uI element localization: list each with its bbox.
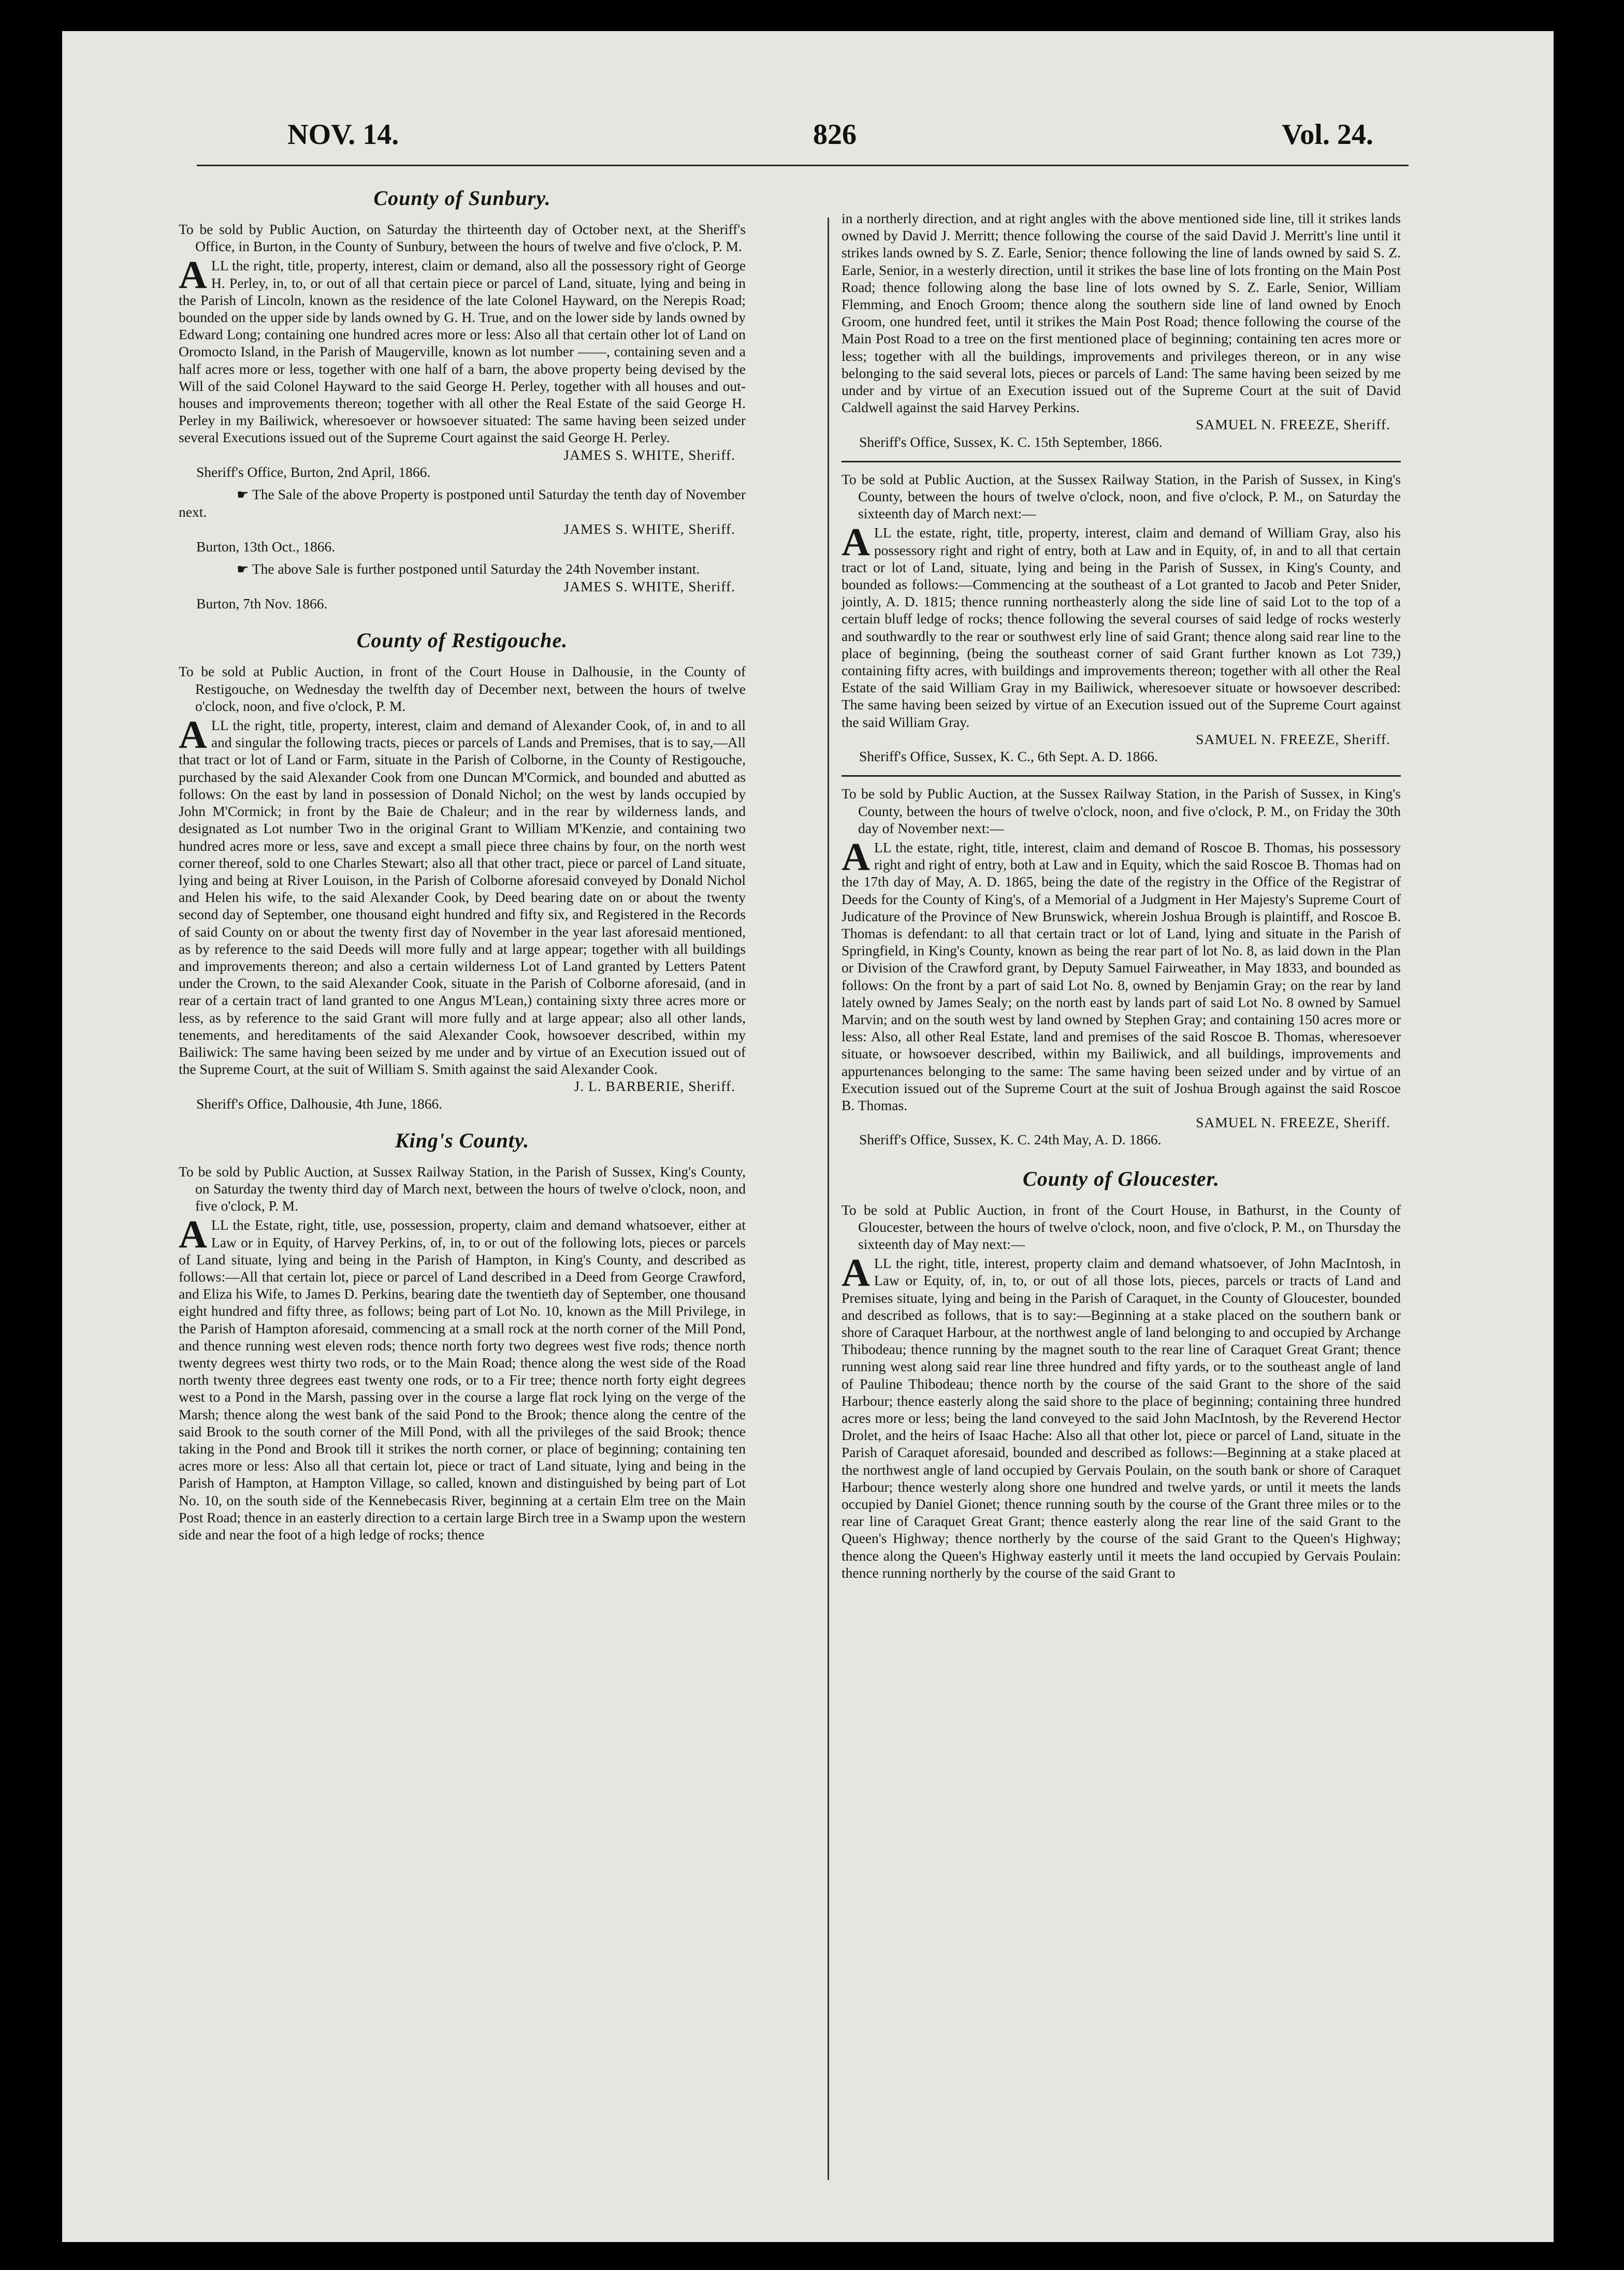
section-title-sunbury: County of Sunbury. xyxy=(373,186,551,210)
header-rule xyxy=(197,165,1409,166)
page-number: 826 xyxy=(813,119,857,151)
restigouche-intro: To be sold at Public Auction, in front of the Court House in Dalhousie, in the County of Restigouche, on Wednesday the twelfth day of December next, between the hours of twelve o'clock, noon, and five o'clock, P. M. xyxy=(179,663,746,714)
sunbury-signature: JAMES S. WHITE, Sheriff. xyxy=(563,446,735,463)
restigouche-office: Sheriff's Office, Dalhousie, 4th June, 1866. xyxy=(196,1095,443,1112)
sunbury-office: Sheriff's Office, Burton, 2nd April, 1866. xyxy=(196,463,431,480)
gray-signature: SAMUEL N. FREEZE, Sheriff. xyxy=(1196,731,1390,747)
restigouche-signature: J. L. BARBERIE, Sheriff. xyxy=(574,1078,735,1095)
perkins-signature: SAMUEL N. FREEZE, Sheriff. xyxy=(1196,416,1390,433)
kings-body: ALL the Estate, right, title, use, possession, property, claim and demand whatsoever, either at Law or in Equity, of Harvey Perkins, of, in, to or out of the following lots, pieces or parcels of Land situate, lying and being in the Parish of Hampton, in King's County, and described as follows:—All that certain lot, piece or parcel of Land described in a Deed from George Crawford, and Eliza his Wife, to James D. Perkins, bearing date the twentieth day of September, one thousand eight hundred and fifty three, as follows; being part of Lot No. 10, known as the Mill Privilege, in the Parish of Hampton aforesaid, commencing at a small rock at the north corner of the Mill Pond, and thence running west eleven rods; thence north forty two degrees west five rods; thence north twenty degrees west thirty two rods, or to the Main Road; thence along the west side of the Road north twenty three degrees east twenty one rods, or to a Fir tree; thence north forty eight degrees west to a Pond in the Marsh, passing over in the course a large flat rock lying on the verge of the Marsh; thence along the west bank of the said Pond to the Brook; thence along the centre of the said Brook to the south corner of the Mill Pond, with all the privileges of the said Brook; thence taking in the Pond and Brook till it strikes the north corner, or place of beginning; containing ten acres more or less: Also all that certain lot, piece or tract of Land situate, lying and being in the Parish of Hampton, at Hampton Village, so called, known and distinguished by being part of Lot No. 10, on the south side of the Kennebecasis River, beginning at a certain Elm tree on the Main Post Road; thence in an easterly direction to a certain large Birch tree in a Swamp upon the western side and near the foot of a high ledge of rocks; thence xyxy=(179,1213,746,1543)
sunbury-postponement-1: ☛ The Sale of the above Property is postponed until Saturday the tenth day of November next. xyxy=(179,486,746,520)
gray-body: ALL the estate, right, title, property, interest, claim and demand of William Gray, also his possessory right and right of entry, both at Law and in Equity, of, in and to all that certain tract or lot of Land, situate, lying and being in the Parish of Sussex, in King's County, and bounded as follows:—Commencing at the southeast of a Lot granted to Jacob and Peter Snider, jointly, A. D. 1815; thence running northeasterly along the side line of said Lot to the top of a certain bluff ledge of rocks; thence following the several courses of said ledge of rocks westerly and southwardly to the rear or southwest erly line of said Grant; thence along said rear line to the place of beginning, (being the southeast corner of said Grant further known as Lot 739,) containing fifty acres, with buildings and improvements thereon; together with all other the Real Estate of the said William Gray in my Bailiwick, wheresoever situate or howsoever described: The same having been seized by virtue of an Execution issued out of the Supreme Court against the said William Gray. xyxy=(842,520,1401,730)
drop-cap: A xyxy=(179,253,207,297)
sunbury-postponement-2: ☛ The above Sale is further postponed until Saturday the 24th November instant. xyxy=(179,560,746,578)
sunbury-signature-2: JAMES S. WHITE, Sheriff. xyxy=(563,521,735,537)
thomas-intro: To be sold by Public Auction, at the Sussex Railway Station, in the Parish of Sussex, in King's County, between the hours of twelve o'clock, noon, and five o'clock, P. M., on Friday the 30th day of November next:— xyxy=(842,785,1401,836)
gloucester-body: ALL the right, title, interest, property claim and demand whatsoever, of John MacIntosh, in Law or Equity, of, in, to, or out of all those lots, pieces, parcels or tracts of Land and Premises situate, lying and being in the Parish of Caraquet, in the County of Gloucester, bounded and described as follows, that is to say:—Beginning at a stake placed on the southern bank or shore of Caraquet Harbour, at the northwest angle of land belonging to and occupied by Archange Thibodeau; thence running by the magnet south to the rear line of Caraquet Great Grant; thence running west along said rear line three hundred and fifty yards, or to the southeast angle of land of Pauline Thibodeau; thence north by the course of the said Grant to the shore of the said Harbour; thence easterly along the said shore to the place of beginning; containing three hundred acres more or less; being the land conveyed to the said John MacIntosh, by the Reverend Hector Drolet, and the heirs of Isaac Hache: Also all that other lot, piece or parcel of Land, situate in the Parish of Caraquet aforesaid, bounded and described as follows:—Beginning at a stake placed at the northwest angle of land occupied by Gervais Poulain, on the south bank or shore of Caraquet Harbour; thence westerly along shore one hundred and twelve yards, or until it meets the lands occupied by Daniel Gionet; thence running south by the course of the Grant three miles or to the rear line of Caraquet Great Grant; thence easterly along the rear line of the said Grant to the Queen's Highway; thence northerly by the course of the said Grant to the Queen's Highway; thence along the Queen's Highway easterly until it meets the land occupied by Gervais Poulain: thence running northerly by the course of the said Grant to xyxy=(842,1251,1401,1581)
pointing-hand-icon: ☛ xyxy=(237,487,249,503)
section-title-kings: King's County. xyxy=(395,1128,530,1152)
thomas-body: ALL the estate, right, title, interest, claim and demand of Roscoe B. Thomas, his possessory right and right of entry, both at Law and in Equity, which the said Roscoe B. Thomas had on the 17th day of May, A. D. 1865, being the date of the registry in the Office of the Registrar of Deeds for the County of King's, of a Memorial of a Judgment in Her Majesty's Supreme Court of Judicature of the Province of New Brunswick, wherein Joshua Brough is plaintiff, and Roscoe B. Thomas is defendant: to all that certain tract or lot of Land, lying and situate in the Parish of Springfield, in King's County, known as being the rear part of lot No. 8, as laid down in the Plan or Division of the Crawford grant, by Deputy Samuel Fairweather, in May 1833, and bounded as follows: On the front by a part of said Lot No. 8, owned by Benjamin Gray; on the rear by land lately owned by James Sealy; on the north east by lands part of said Lot No. 8 owned by Samuel Marvin; and on the south west by land owned by Stephen Gray; and containing 150 acres more or less: Also, all other Real Estate, land and premises of the said Roscoe B. Thomas, wheresoever situate, or howsoever described, within my Bailiwick, and all buildings, improvements and appurtenances belonging to the same: The same having been seized under and by virtue of an Execution issued out of the Supreme Court at the suit of Joshua Brough against the said Roscoe B. Thomas. xyxy=(842,835,1401,1113)
drop-cap: A xyxy=(842,520,870,564)
notice-separator xyxy=(842,461,1401,462)
perkins-office: Sheriff's Office, Sussex, K. C. 15th September, 1866. xyxy=(859,433,1163,450)
drop-cap: A xyxy=(842,835,870,879)
sunbury-body: ALL the right, title, property, interest, claim or demand, also all the possessory right of George H. Perley, in, to, or out of all that certain piece or parcel of Land, situate, lying and being in the Parish of Lincoln, known as the residence of the late Colonel Hayward, on the Nerepis Road; bounded on the upper side by lands owned by G. H. True, and on the lower side by lands owned by Edward Long; containing one hundred acres more or less: Also all that certain other lot of Land on Oromocto Island, in the Parish of Maugerville, known as lot number ——, containing seven and a half acres more or less, together with one half of a barn, the above property being devised by the Will of the said Colonel Hayward to the said George H. Perley, together with all houses and out-houses and improvements thereon; together with all other the Real Estate of the said George H. Perley in my Bailiwick, wheresoever or howsoever situated: The same having been seized under several Executions issued out of the Supreme Court against the said George H. Perley. xyxy=(179,253,746,446)
issue-date: NOV. 14. xyxy=(287,119,399,151)
column-divider xyxy=(828,217,829,2180)
sunbury-office-2: Burton, 13th Oct., 1866. xyxy=(196,538,336,555)
restigouche-body: ALL the right, title, property, interest, claim and demand of Alexander Cook, of, in and to all and singular the following tracts, pieces or parcels of Lands and Premises, that is to say,—All that tract or lot of Land or Farm, situate in the Parish of Colborne, in the County of Restigouche, purchased by the said Alexander Cook from one Duncan M'Cormick, and bounded and abutted as follows: On the east by land in possession of Donald Nichol; on the west by lands occupied by John M'Cormick; in front by the Baie de Chaleur; and in the rear by wilderness lands, and designated as Lot number Two in the original Grant to William M'Kenzie, and containing two hundred acres more or less, save and except a small piece three chains by four, on the north west corner thereof, sold to one Charles Stewart; also all that other tract, piece or parcel of Land situate, lying and being at River Louison, in the Parish of Colborne aforesaid conveyed by Donald Nichol and Helen his wife, to the said Alexander Cook, by Deed bearing date on or about the twenty second day of September, one thousand eight hundred and fifty six, and Registered in the Records of said County on or about the twenty first day of November in the year last aforesaid mentioned, as by reference to the said Deeds will more fully and at large appear; together with all buildings and improvements thereon; and also a certain wilderness Lot of Land granted by Letters Patent under the Crown, to the said Alexander Cook, situate in the Parish of Colborne aforesaid, (and in rear of a certain tract of land granted to one Angus M'Lean,) containing sixty three acres more or less, as by reference to the said Grant will more fully and at large appear; also all other lands, tenements, and hereditaments of the said Alexander Cook, howsoever described, within my Bailiwick: The same having been seized by me under and by virtue of an Execution issued out of the Supreme Court, at the suit of William S. Smith against the said Alexander Cook. xyxy=(179,713,746,1078)
drop-cap: A xyxy=(842,1251,870,1295)
section-title-restigouche: County of Restigouche. xyxy=(356,629,568,652)
kings-continuation: in a northerly direction, and at right angles with the above mentioned side line, till it strikes lands owned by David J. Merritt; thence following the course of the said David J. Merritt's line until it strikes lands owned by S. Z. Earle, Senior; thence following the line of lands owned by said S. Z. Earle, Senior, in a westerly direction, until it strikes the base line of lots fronting on the Main Post Road; thence following along the base line of lots owned by S. Z. Earle, Senior, William Flemming, and Enoch Groom; thence along the southern side line of land owned by Enoch Groom, one hundred feet, until it strikes the Main Post Road; thence following the course of the Main Post Road to a tree on the first mentioned place of beginning; containing ten acres more or less; together with all the buildings, improvements and privileges thereon, or in any wise belonging to the said several lots, pieces or parcels of Land: The same having been seized by me under and by virtue of an Execution issued out of the Supreme Court at the suit of David Caldwell against the said Harvey Perkins. xyxy=(842,210,1401,416)
gray-intro: To be sold at Public Auction, at the Sussex Railway Station, in the Parish of Sussex, in King's County, between the hours of twelve o'clock, noon, and five o'clock, P. M., on Saturday the sixteenth day of March next:— xyxy=(842,471,1401,522)
thomas-signature: SAMUEL N. FREEZE, Sheriff. xyxy=(1196,1114,1390,1131)
section-title-gloucester: County of Gloucester. xyxy=(1023,1167,1220,1190)
pointing-hand-icon: ☛ xyxy=(237,561,249,577)
notice-separator xyxy=(842,775,1401,777)
sunbury-office-3: Burton, 7th Nov. 1866. xyxy=(196,595,328,612)
sunbury-intro: To be sold by Public Auction, on Saturday the thirteenth day of October next, at the Sheriff's Office, in Burton, in the County of Sunbury, between the hours of twelve and five o'clock, P. M. xyxy=(179,221,746,255)
gray-office: Sheriff's Office, Sussex, K. C., 6th Sept. A. D. 1866. xyxy=(859,748,1158,765)
sunbury-signature-3: JAMES S. WHITE, Sheriff. xyxy=(563,578,735,595)
left-column xyxy=(179,176,746,1543)
right-column xyxy=(842,210,1401,1581)
volume-number: Vol. 24. xyxy=(1282,119,1373,151)
drop-cap: A xyxy=(179,713,207,757)
drop-cap: A xyxy=(179,1213,207,1257)
thomas-office: Sheriff's Office, Sussex, K. C. 24th May, A. D. 1866. xyxy=(859,1131,1162,1148)
gloucester-intro: To be sold at Public Auction, in front of the Court House, in Bathurst, in the County of Gloucester, between the hours of twelve o'clock, noon, and five o'clock, P. M., on Thursday the sixteenth day of May next:— xyxy=(842,1201,1401,1252)
kings-intro: To be sold by Public Auction, at Sussex Railway Station, in the Parish of Sussex, King's County, on Saturday the twenty third day of March next, between the hours of twelve o'clock, noon, and five o'clock, P. M. xyxy=(179,1163,746,1214)
